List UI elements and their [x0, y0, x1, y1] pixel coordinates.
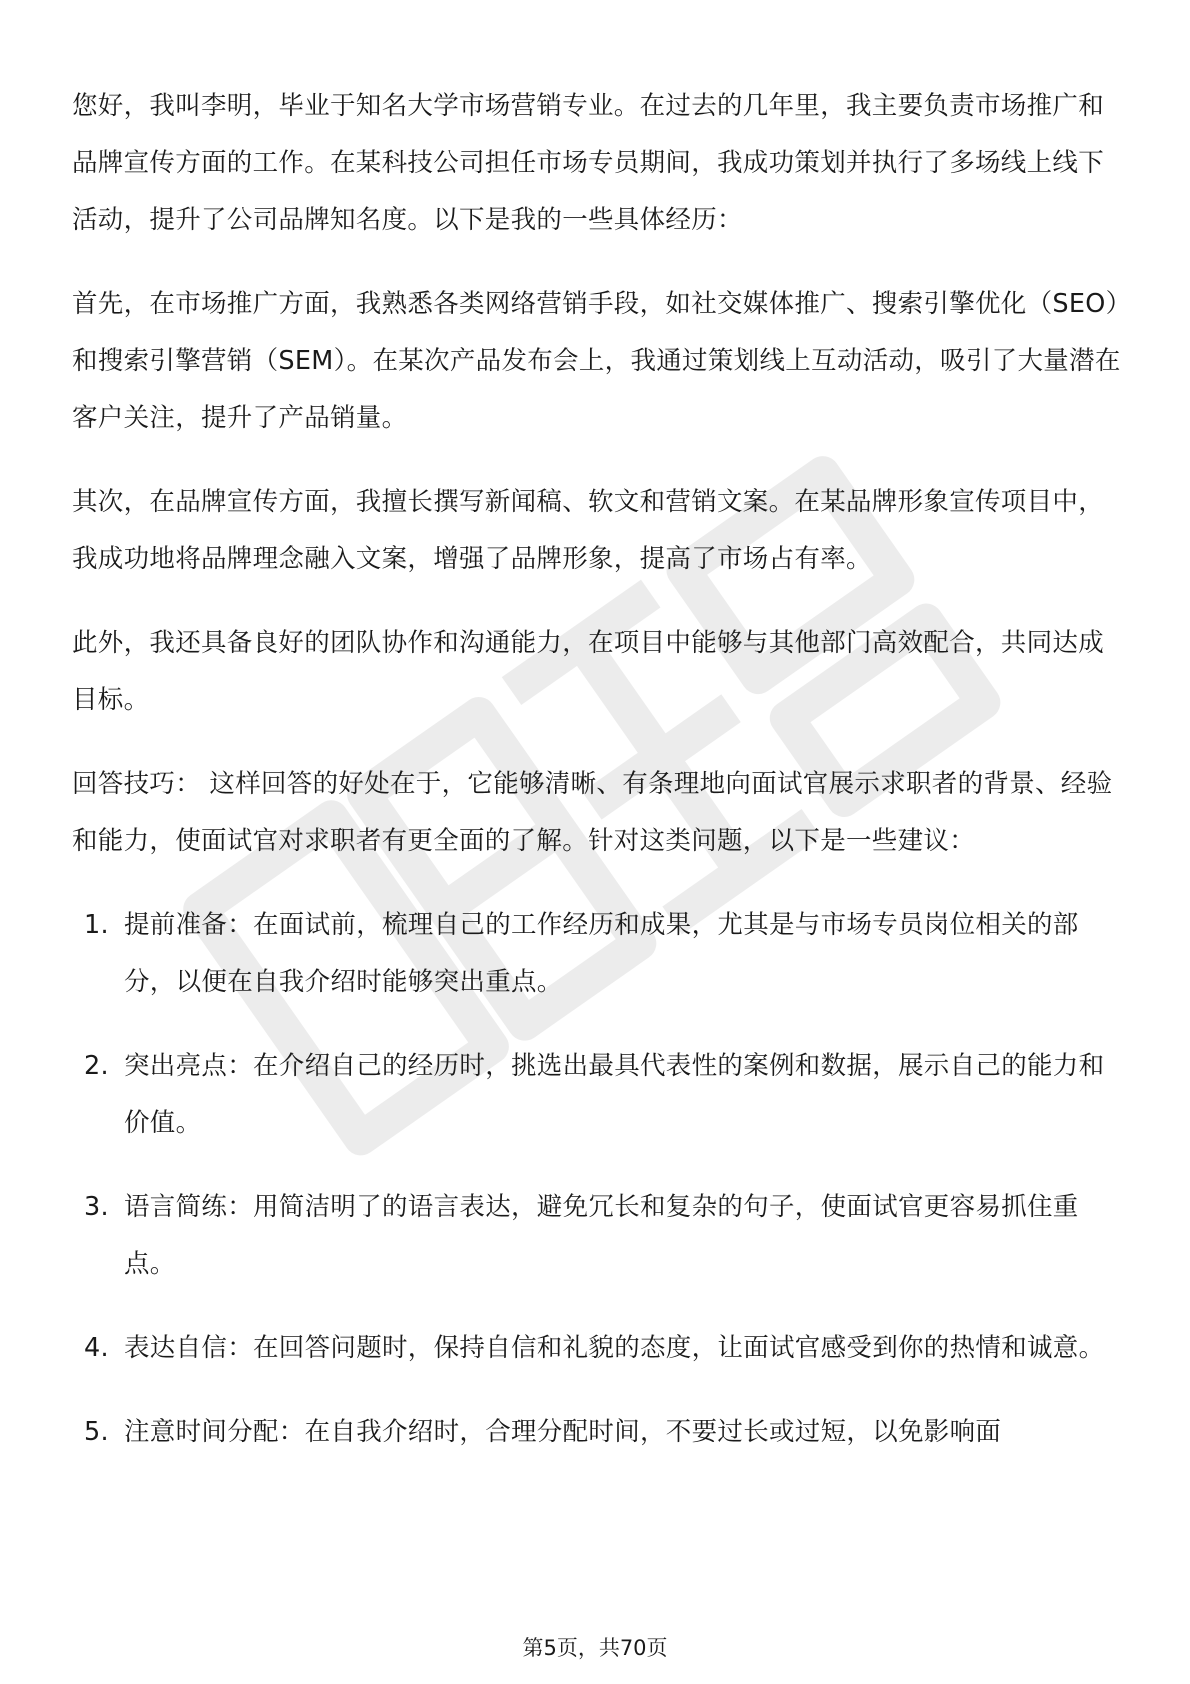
list-item	[72, 1038, 1122, 1152]
intro-paragraph: 您好，我叫李明，毕业于知名大学市场营销专业。在过去的几年里，我主要负责市场推广和品牌宣传方面的工作。在某科技公司担任市场专员期间，我成功策划并执行了多场线上线下活动，提升了公司品牌知名度。以下是我的一些具体经历：	[72, 91, 1105, 235]
answer-tips-paragraph: 回答技巧： 这样回答的好处在于，它能够清晰、有条理地向面试官展示求职者的背景、经验和能力，使面试官对求职者有更全面的了解。针对这类问题，以下是一些建议：	[72, 769, 1113, 856]
document-body	[72, 78, 1122, 1488]
list-item-number: 5.	[84, 1417, 109, 1447]
list-item-number: 1.	[84, 910, 109, 940]
list-item-text: 提前准备：在面试前，梳理自己的工作经历和成果，尤其是与市场专员岗位相关的部分，以便在自我介绍时能够突出重点。	[124, 910, 1079, 997]
list-item-text: 表达自信：在回答问题时，保持自信和礼貌的态度，让面试官感受到你的热情和诚意。	[124, 1333, 1105, 1363]
list-item-text: 突出亮点：在介绍自己的经历时，挑选出最具代表性的案例和数据，展示自己的能力和价值。	[124, 1051, 1105, 1138]
branding-paragraph: 其次，在品牌宣传方面，我擅长撰写新闻稿、软文和营销文案。在某品牌形象宣传项目中，我成功地将品牌理念融入文案，增强了品牌形象，提高了市场占有率。	[72, 487, 1105, 574]
list-item	[72, 1320, 1122, 1377]
tips-list	[72, 897, 1122, 1461]
list-item-number: 4.	[84, 1333, 109, 1363]
list-item-text: 注意时间分配：在自我介绍时，合理分配时间，不要过长或过短，以免影响面	[124, 1417, 1002, 1447]
marketing-paragraph: 首先，在市场推广方面，我熟悉各类网络营销手段，如社交媒体推广、搜索引擎优化（SEO）和搜索引擎营销（SEM）。在某次产品发布会上，我通过策划线上互动活动，吸引了大量潜在客户关注，提升了产品销量。	[72, 289, 1121, 433]
list-item	[72, 1404, 1122, 1461]
list-item-number: 2.	[84, 1051, 109, 1081]
page-number-footer: 第5页，共70页	[522, 1636, 668, 1660]
list-item	[72, 897, 1122, 1011]
teamwork-paragraph: 此外，我还具备良好的团队协作和沟通能力，在项目中能够与其他部门高效配合，共同达成目标。	[72, 628, 1105, 715]
list-item-number: 3.	[84, 1192, 109, 1222]
list-item-text: 语言简练：用简洁明了的语言表达，避免冗长和复杂的句子，使面试官更容易抓住重点。	[124, 1192, 1079, 1279]
list-item	[72, 1179, 1122, 1293]
